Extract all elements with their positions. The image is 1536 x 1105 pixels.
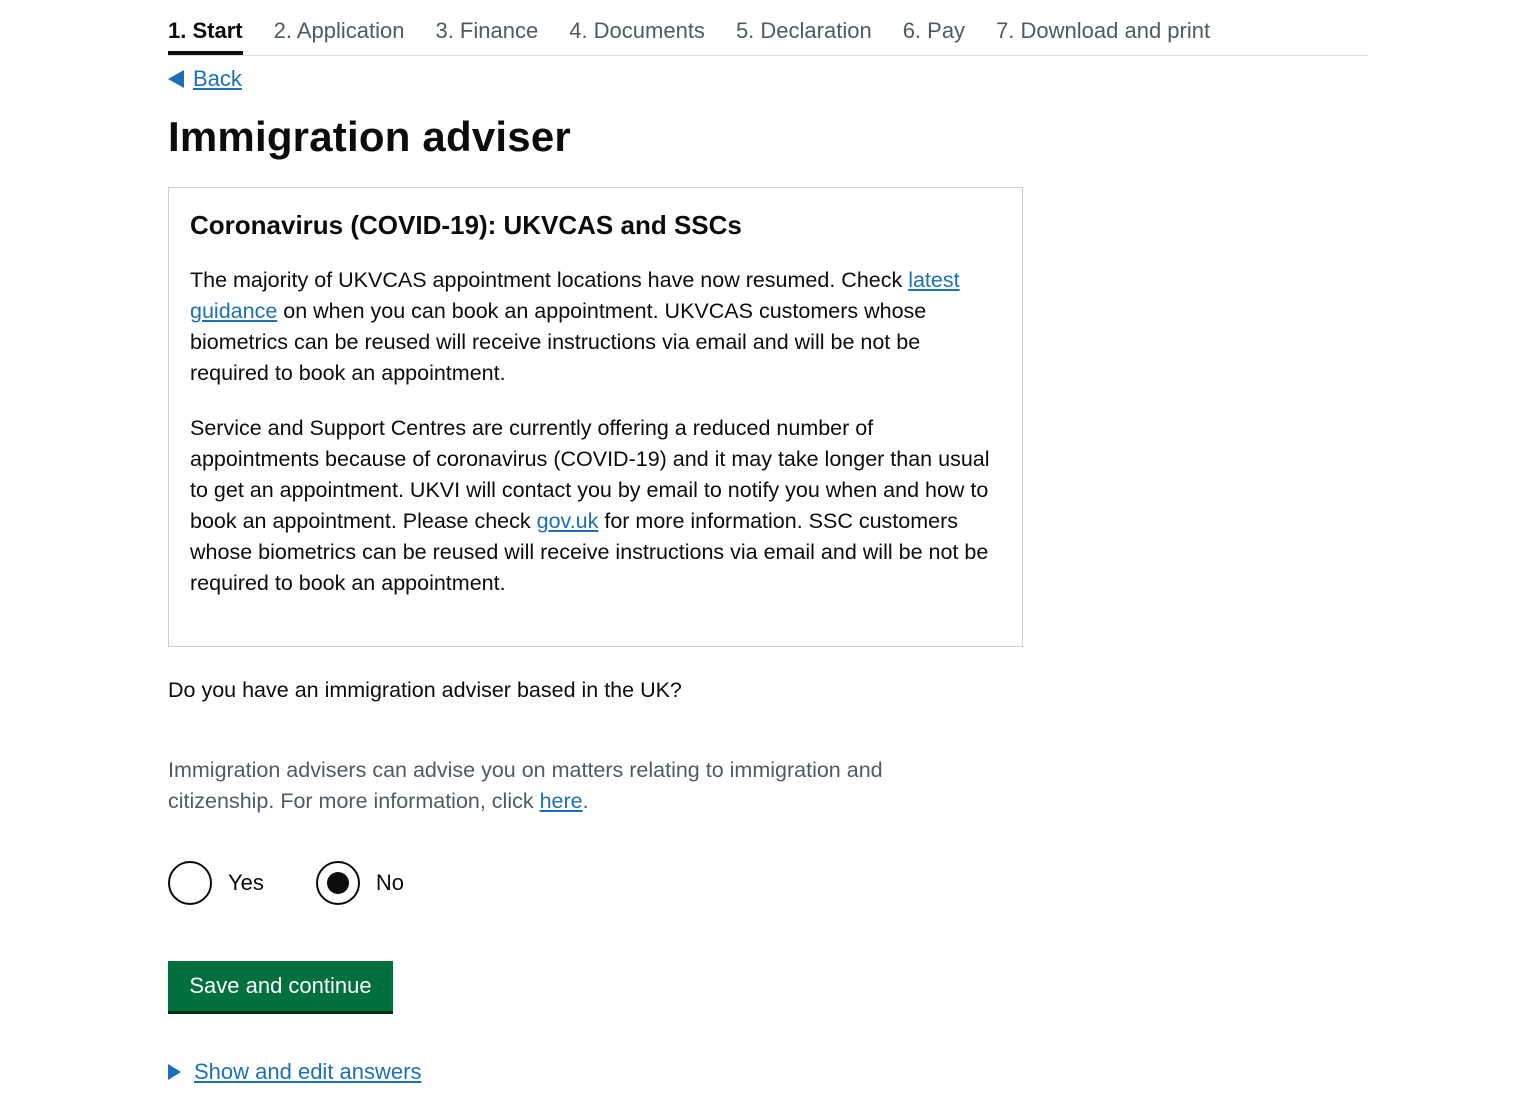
radio-no[interactable]: [316, 861, 404, 905]
progress-steps: [168, 0, 1368, 56]
step-download-print[interactable]: 7. Download and print: [996, 18, 1211, 43]
adviser-radio-group: [168, 861, 456, 905]
step-declaration[interactable]: 5. Declaration: [735, 18, 872, 43]
page-title: Immigration adviser: [168, 113, 571, 160]
radio-no-circle[interactable]: [316, 861, 360, 905]
question-label: Do you have an immigration adviser based in the UK?: [168, 678, 682, 702]
radio-no-label[interactable]: No: [375, 870, 405, 895]
triangle-right-icon: [168, 1064, 181, 1080]
back-link-label: Back: [193, 66, 242, 91]
radio-yes-label[interactable]: Yes: [228, 870, 264, 895]
back-arrow-icon: [168, 70, 184, 88]
save-and-continue-button[interactable]: Save and continue: [168, 961, 393, 1011]
back-link[interactable]: [168, 66, 242, 92]
notice-paragraph-1: [190, 265, 1002, 389]
notice-p1-text: The majority of UKVCAS appointment locations have now resumed. Check: [190, 268, 909, 292]
step-pay[interactable]: 6. Pay: [902, 18, 966, 43]
show-edit-answers-toggle[interactable]: [168, 1059, 421, 1085]
hint-text: Immigration advisers can advise you on matters relating to immigration and citizenship. For more information, click: [168, 758, 883, 813]
step-documents[interactable]: 4. Documents: [569, 18, 705, 43]
step-application[interactable]: 2. Application: [273, 18, 405, 43]
notice-heading: Coronavirus (COVID-19): UKVCAS and SSCs: [190, 210, 742, 240]
step-finance[interactable]: 3. Finance: [435, 18, 539, 43]
radio-yes[interactable]: [168, 861, 264, 905]
hint-text-end: .: [582, 789, 589, 813]
notice-p2-text-end: for more information. SSC customers whose biometrics can be reused will receive instructions via email and will be not be required to book an appointment.: [190, 509, 989, 595]
show-edit-answers-label[interactable]: Show and edit answers: [194, 1059, 422, 1084]
step-start[interactable]: 1. Start: [168, 0, 243, 55]
here-link[interactable]: here: [539, 789, 583, 813]
radio-yes-circle[interactable]: [168, 861, 212, 905]
notice-p2-text: Service and Support Centres are currently offering a reduced number of appointments because of coronavirus (COVID-19) and it may take longer than usual to get an appointment. UKVI will contact you by email to notify you when and how to book an appointment. Please check: [190, 416, 990, 533]
covid-notice: [168, 187, 1023, 647]
notice-paragraph-2: [190, 413, 1002, 599]
page: [168, 0, 1368, 1084]
question-hint: [168, 755, 988, 817]
gov-uk-link[interactable]: gov.uk: [536, 509, 599, 533]
notice-p1-text-end: on when you can book an appointment. UKVCAS customers whose biometrics can be reused will receive instructions via email and will be not be required to book an appointment.: [190, 299, 927, 385]
latest-guidance-link[interactable]: latest guidance: [190, 268, 960, 323]
